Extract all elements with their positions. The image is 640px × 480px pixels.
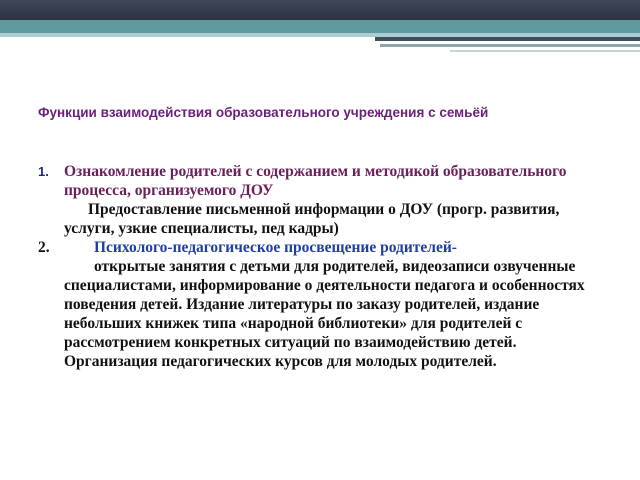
item-text: открытые занятия с детьми для родителей, видеозаписи озвученные специалистами, информирование о деятельности педагога и особенностях поведения детей. Издание литературы по заказу родителей, издание небольших книжек типа «народной библиотеки» для родителей с рассмотрением конкретных ситуаций по взаимодействию детей. Организация педагогических курсов для молодых родителей. xyxy=(64,258,585,370)
list-item xyxy=(38,162,598,238)
item-text: Предоставление письменной информации о ДОУ (прогр. развития, услуги, узкие специалисты, пед кадры) xyxy=(64,201,560,237)
header-teal-band xyxy=(0,20,640,33)
decorative-bar xyxy=(450,50,640,52)
item-heading: Ознакомление родителей с содержанием и методикой образовательного процесса, организуемого ДОУ xyxy=(64,163,567,199)
decorative-bar xyxy=(380,44,640,47)
item-number: 1. xyxy=(38,164,49,179)
slide-content xyxy=(38,162,598,371)
list-item xyxy=(38,238,598,371)
header-dark-band xyxy=(0,0,640,20)
slide-title: Функции взаимодействия образовательного учреждения с семьёй xyxy=(38,105,489,120)
decorative-bar xyxy=(375,37,640,41)
item-heading: Психолого-педагогическое просвещение родителей- xyxy=(94,239,457,256)
item-number: 2. xyxy=(38,239,50,256)
